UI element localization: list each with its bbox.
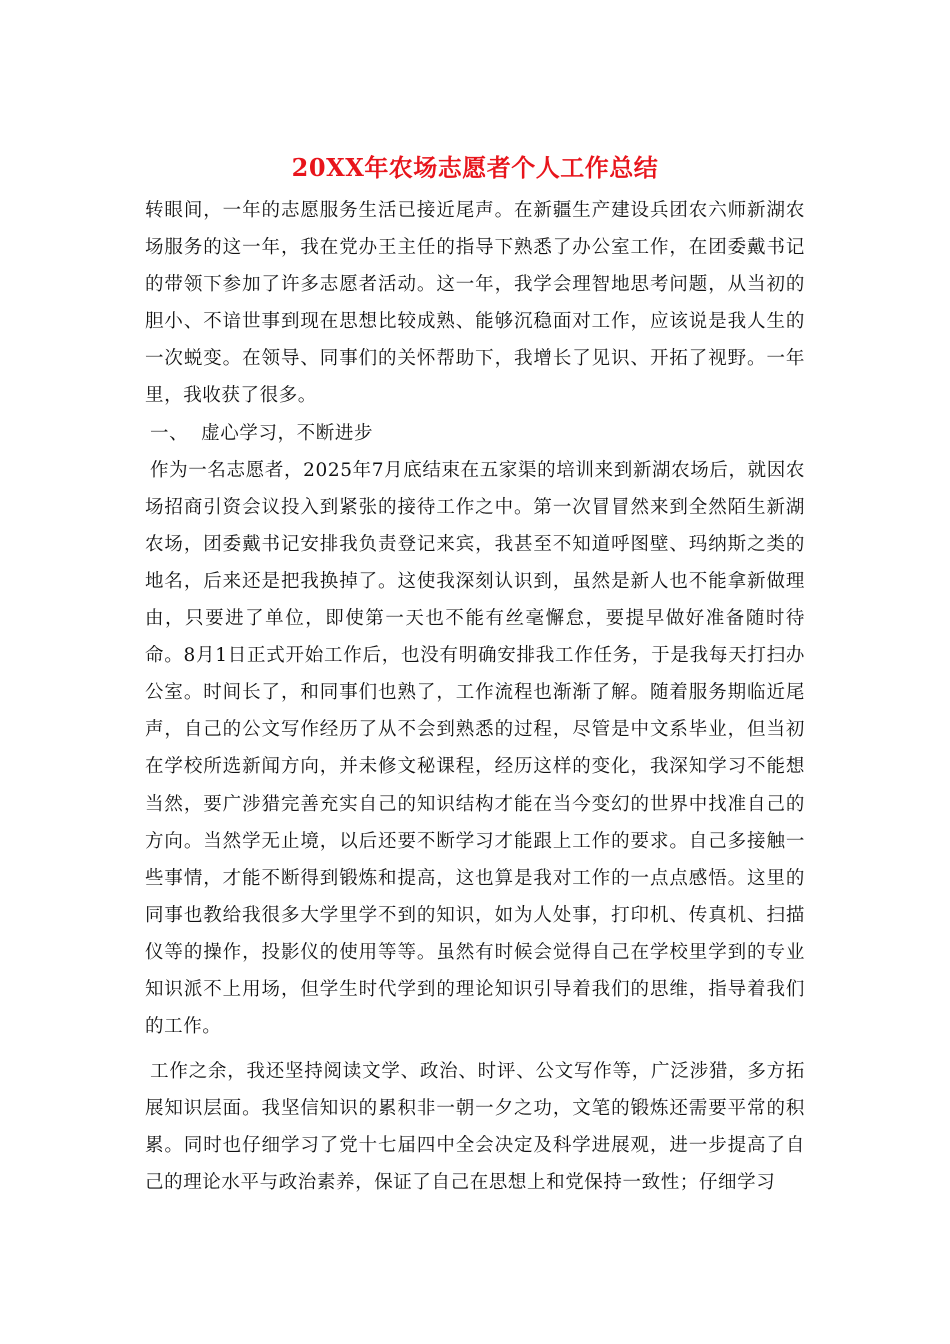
section-1-paragraph-2-text: 工作之余，我还坚持阅读文学、政治、时评、公文写作等，广泛涉猎，多方拓展知识层面。我坚信知识的累积非一朝一夕之功，文笔的锻炼还需要平常的积累。同时也仔细学习了党十七届四中全会决定及科学进展观，进一步提高了自己的理论水平与政治素养，保证了自己在思想上和党保持一致性；仔细学习 (145, 1061, 805, 1194)
section-heading-text: 一、 虚心学习，不断进步 (150, 422, 374, 444)
section-1-paragraph (145, 452, 805, 1046)
intro-paragraph: 转眼间，一年的志愿服务生活已接近尾声。在新疆生产建设兵团农六师新湖农场服务的这一年，我在党办王主任的指导下熟悉了办公室工作，在团委戴书记的带领下参加了许多志愿者活动。这一年，我学会理智地思考问题，从当初的胆小、不谙世事到现在思想比较成熟、能够沉稳面对工作，应该说是我人生的一次蜕变。在领导、同事们的关怀帮助下，我增长了见识、开拓了视野。一年里，我收获了很多。 (145, 200, 805, 407)
document-title: 20XX年农场志愿者个人工作总结 (291, 153, 659, 182)
section-1-paragraph-text: 作为一名志愿者，2025年7月底结束在五家渠的培训来到新湖农场后，就因农场招商引资会议投入到紧张的接待工作之中。第一次冒冒然来到全然陌生新湖农场，团委戴书记安排我负责登记来宾，我甚至不知道呼图壁、玛纳斯之类的地名，后来还是把我换掉了。这使我深刻认识到，虽然是新人也不能拿新做理由，只要进了单位，即使第一天也不能有丝毫懈怠，要提早做好准备随时待命。8月1日正式开始工作后，也没有明确安排我工作任务，于是我每天打扫办公室。时间长了，和同事们也熟了，工作流程也渐渐了解。随着服务期临近尾声，自己的公文写作经历了从不会到熟悉的过程，尽管是中文系毕业，但当初在学校所选新闻方向，并未修文秘课程，经历这样的变化，我深知学习不能想当然，要广涉猎完善充实自己的知识结构才能在当今变幻的世界中找准自己的方向。当然学无止境，以后还要不断学习才能跟上工作的要求。自己多接触一些事情，才能不断得到锻炼和提高，这也算是我对工作的一点点感悟。这里的同事也教给我很多大学里学不到的知识，如为人处事，打印机、传真机、扫描仪等的操作，投影仪的使用等等。虽然有时候会觉得自己在学校里学到的专业知识派不上用场，但学生时代学到的理论知识引导着我们的思维，指导着我们的工作。 (145, 459, 805, 1038)
document-body (145, 192, 805, 1202)
section-heading-1 (145, 415, 805, 452)
section-1-paragraph-2 (145, 1053, 805, 1201)
